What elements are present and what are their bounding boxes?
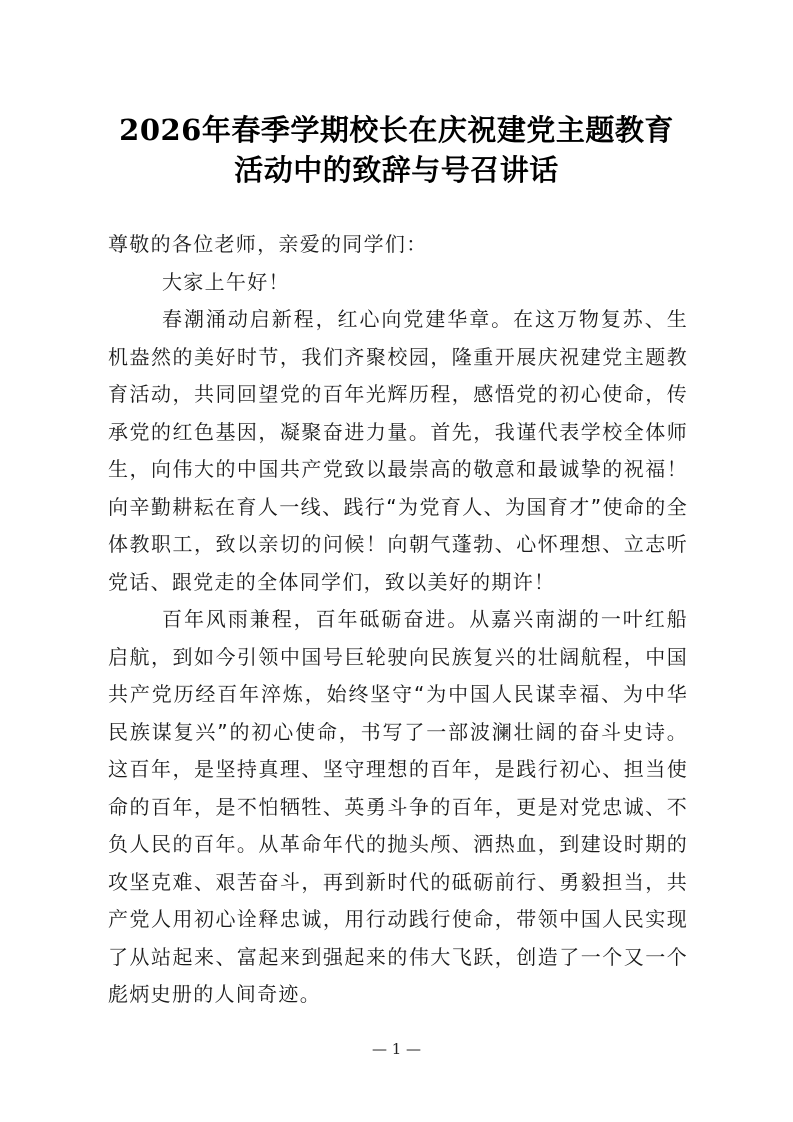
document-body: [108, 226, 688, 1014]
greeting: 大家上午好！: [162, 269, 290, 294]
title-line-1: 2026年春季学期校长在庆祝建党主题教育: [119, 113, 674, 147]
page-number: — 1 —: [371, 1040, 422, 1058]
title-line-2: 活动中的致辞与号召讲话: [234, 153, 559, 187]
salutation: 尊敬的各位老师，亲爱的同学们：: [108, 232, 428, 256]
body-paragraph-1: 春潮涌动启新程，红心向党建华章。在这万物复苏、生机盎然的美好时节，我们齐聚校园，隆重开展庆祝建党主题教育活动，共同回望党的百年光辉历程，感悟党的初心使命，传承党的红色基因，凝聚奋进力量。首先，我谨代表学校全体师生，向伟大的中国共产党致以最崇高的敬意和最诚挚的祝福！向辛勤耕耘在育人一线、践行“为党育人、为国育才”使命的全体教职工，致以亲切的问候！向朝气蓬勃、心怀理想、立志听党话、跟党走的全体同学们，致以美好的期许！: [108, 307, 688, 594]
body-paragraph-2: 百年风雨兼程，百年砥砺奋进。从嘉兴南湖的一叶红船启航，到如今引领中国号巨轮驶向民族复兴的壮阔航程，中国共产党历经百年淬炼，始终坚守“为中国人民谋幸福、为中华民族谋复兴”的初心使命，书写了一部波澜壮阔的奋斗史诗。这百年，是坚持真理、坚守理想的百年，是践行初心、担当使命的百年，是不怕牺牲、英勇斗争的百年，更是对党忠诚、不负人民的百年。从革命年代的抛头颅、洒热血，到建设时期的攻坚克难、艰苦奋斗，再到新时代的砥砺前行、勇毅担当，共产党人用初心诠释忠诚，用行动践行使命，带领中国人民实现了从站起来、富起来到强起来的伟大飞跃，创造了一个又一个彪炳史册的人间奇迹。: [108, 607, 688, 1006]
document-title: [60, 110, 733, 190]
